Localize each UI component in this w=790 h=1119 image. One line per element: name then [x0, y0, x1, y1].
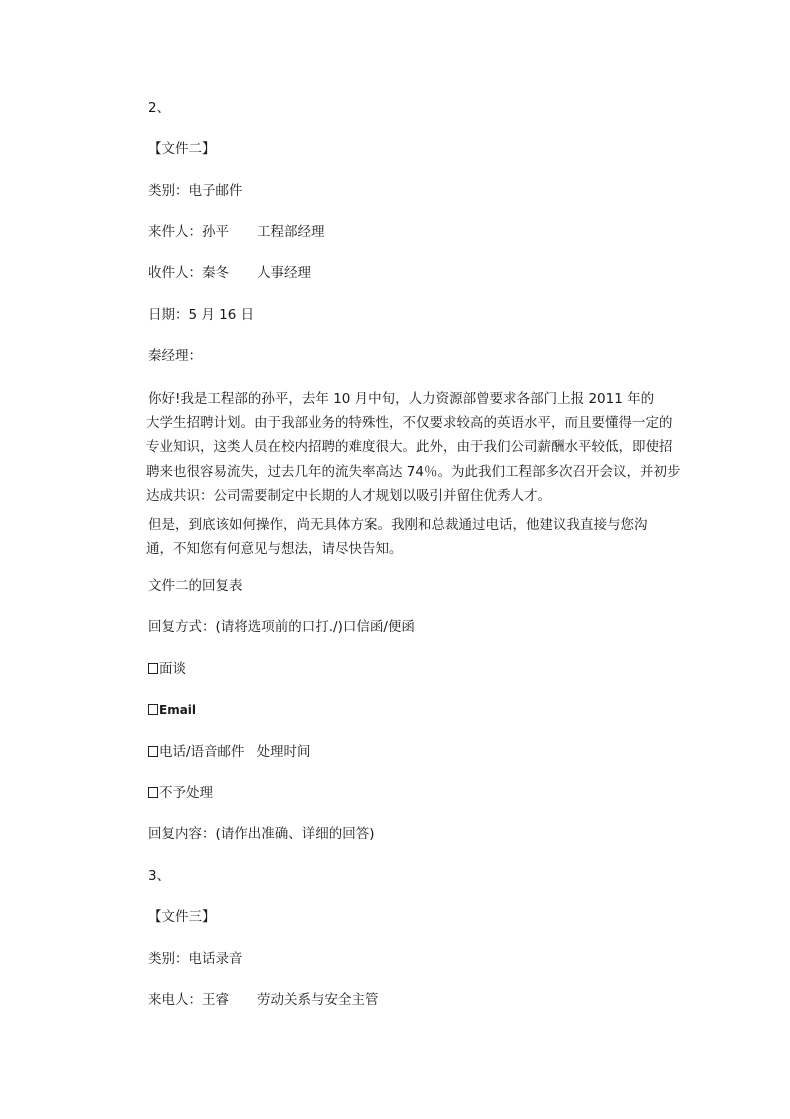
sender-title: 工程部经理 — [257, 224, 325, 240]
body1-line-4: 聘来也很容易流失，过去几年的流失率高达 74％。为此我们工程部多次召开会议，并初步 — [146, 463, 681, 480]
option-phone-label: 电话/语音邮件 — [159, 744, 245, 760]
file-3-caller — [148, 990, 379, 1010]
section-3-number: 3、 — [148, 868, 171, 884]
body2-line-2: 通，不知您有何意见与想法，请尽快告知。 — [146, 541, 403, 558]
file-2-sender — [148, 222, 325, 242]
file-2-recipient — [148, 263, 311, 283]
body1-line-3: 专业知识，这类人员在校内招聘的难度很大。此外，由于我们公司薪酬水平较低，即使招 — [146, 439, 673, 456]
body1-line-1: 你好!我是工程部的孙平，去年 10 月中旬，人力资源部曾要求各部门上报 2011 年的 — [148, 391, 655, 407]
caller-title: 劳动关系与安全主管 — [257, 992, 379, 1008]
reply-method: 回复方式：(请将选项前的口打.∕)口信函/便函 — [148, 619, 415, 635]
recipient-label: 收件人：秦冬 — [148, 265, 229, 281]
file-2-heading: 【文件二】 — [148, 141, 216, 157]
recipient-title: 人事经理 — [257, 265, 311, 281]
option-none — [148, 783, 213, 803]
option-email — [148, 700, 196, 720]
checkbox-meeting[interactable] — [148, 663, 158, 674]
option-none-label: 不予处理 — [159, 785, 213, 801]
section-2-number: 2、 — [148, 100, 171, 116]
file-2-type: 类别：电子邮件 — [148, 183, 243, 199]
option-email-label: Email — [159, 703, 197, 717]
option-meeting — [148, 659, 186, 679]
body2-line-1: 但是，到底该如何操作，尚无具体方案。我刚和总裁通过电话，他建议我直接与您沟 — [148, 517, 648, 533]
checkbox-phone[interactable] — [148, 746, 158, 757]
file-3-heading: 【文件三】 — [148, 909, 216, 925]
option-phone-suffix: 处理时间 — [256, 744, 311, 760]
reply-table-title: 文件二的回复表 — [148, 578, 243, 594]
file-2-salutation: 秦经理： — [148, 348, 202, 364]
option-meeting-label: 面谈 — [159, 661, 186, 677]
file-3-type: 类别：电话录音 — [148, 951, 243, 967]
checkbox-none[interactable] — [148, 787, 158, 798]
file-2-date: 日期：5 月 16 日 — [148, 307, 255, 323]
reply-content: 回复内容：(请作出准确、详细的回答) — [148, 826, 375, 842]
body1-line-2: 大学生招聘计划。由于我部业务的特殊性，不仅要求较高的英语水平，而且要懂得一定的 — [146, 415, 673, 432]
file-2-body-paragraph-2 — [148, 513, 668, 561]
checkbox-email[interactable] — [148, 704, 158, 715]
file-2-body-paragraph-1 — [146, 387, 681, 508]
caller-label: 来电人：王睿 — [148, 992, 229, 1008]
option-phone — [148, 742, 311, 762]
body1-line-5: 达成共识：公司需要制定中长期的人才规划以吸引并留住优秀人才。 — [146, 487, 551, 504]
sender-label: 来件人：孙平 — [148, 224, 229, 240]
